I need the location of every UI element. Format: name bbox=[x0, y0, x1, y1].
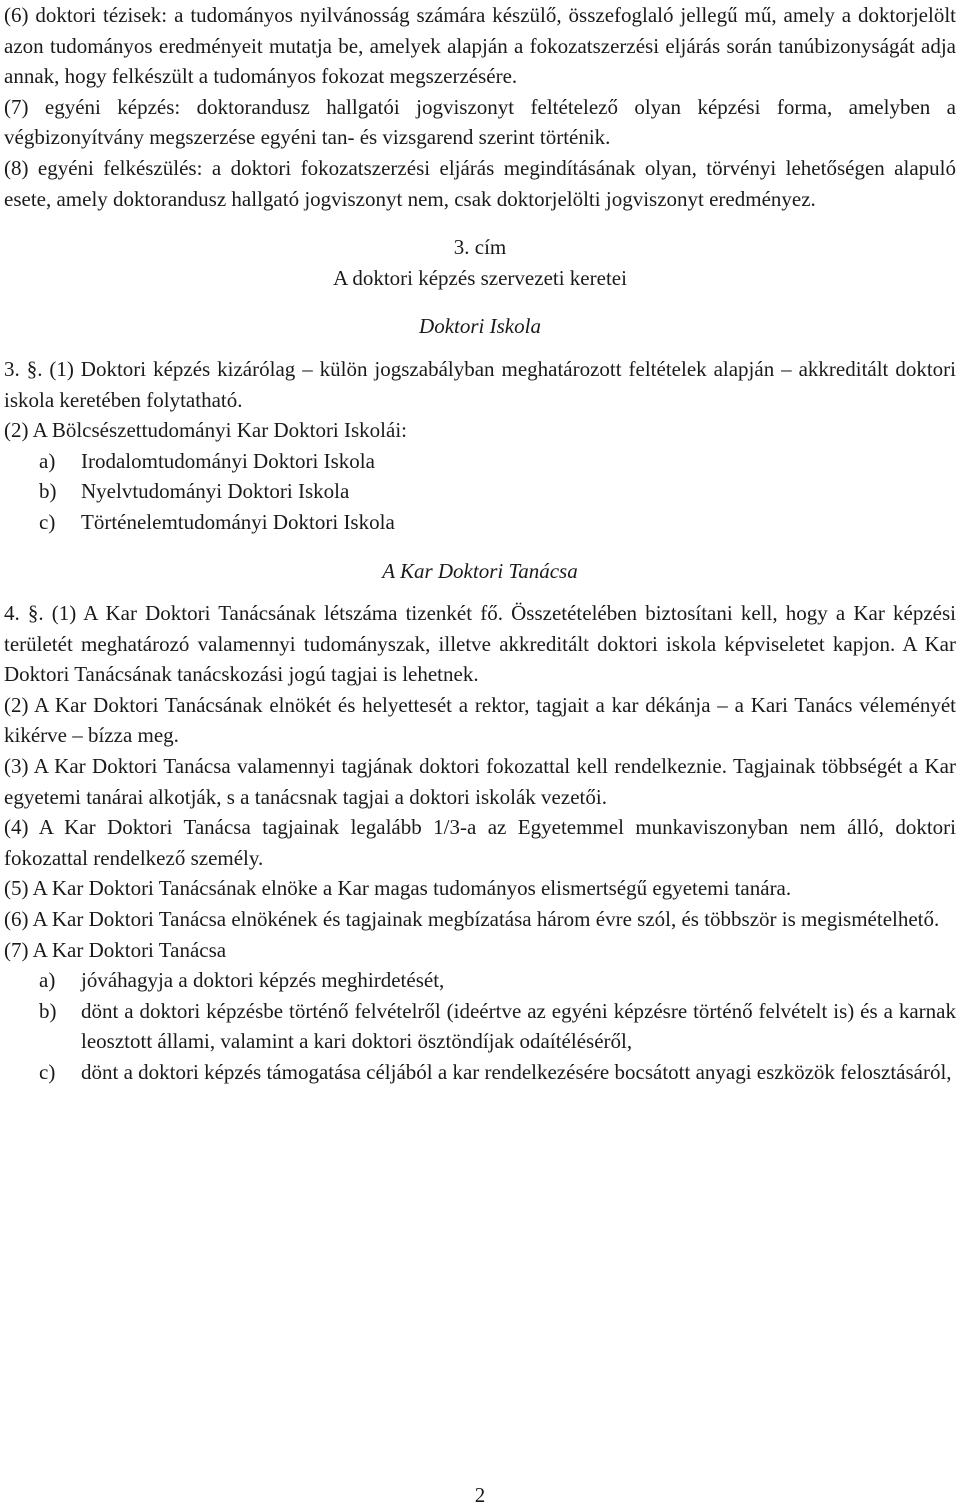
paragraph-definition-6: (6) doktori tézisek: a tudományos nyilvánosság számára készülő, összefoglaló jellegű mű, amely a doktorjelölt azon tudományos eredményeit mutatja be, amelyek alapján a fokozatszerzési eljárás során tanúbizonyságát adja annak, hogy felkészült a tudományos fokozat megszerzésére. bbox=[4, 3, 956, 89]
list-item-school-c bbox=[4, 507, 956, 538]
list-text: Irodalomtudományi Doktori Iskola bbox=[81, 448, 375, 473]
paragraph-4-3: (3) A Kar Doktori Tanácsa valamennyi tagjának doktori fokozattal kell rendelkeznie. Tagjainak többségét a Kar egyetemi tanárai alkotják, s a tanácsnak tagjai a doktori iskolák vezetői. bbox=[4, 754, 956, 809]
list-text: Nyelvtudományi Doktori Iskola bbox=[81, 479, 350, 504]
page-number: 2 bbox=[474, 1483, 486, 1507]
subsection-title-doktori-iskola: Doktori Iskola bbox=[419, 314, 541, 339]
document-page bbox=[4, 0, 956, 1088]
list-text: jóváhagyja a doktori képzés meghirdetését, bbox=[81, 968, 445, 993]
paragraph-4-7: (7) A Kar Doktori Tanácsa bbox=[4, 937, 227, 962]
list-letter: b) bbox=[39, 998, 57, 1023]
list-item-school-a bbox=[4, 446, 956, 477]
list-text: Történelemtudományi Doktori Iskola bbox=[81, 509, 395, 534]
paragraph-definition-7: (7) egyéni képzés: doktorandusz hallgatói jogviszonyt feltételező olyan képzési forma, amelyben a végbizonyítvány megszerzése egyéni tan- és vizsgarend szerint történik. bbox=[4, 94, 956, 150]
section-number: 3. cím bbox=[453, 235, 507, 260]
list-letter: c) bbox=[39, 509, 56, 534]
list-text: dönt a doktori képzés támogatása céljából a kar rendelkezésére bocsátott anyagi eszközök felosztásáról, bbox=[81, 1060, 952, 1084]
list-letter: a) bbox=[39, 448, 56, 473]
paragraph-definition-8: (8) egyéni felkészülés: a doktori fokozatszerzési eljárás megindításának olyan, törvényi lehetőségen alapuló esete, amely doktorandusz hallgató jogviszonyt nem, csak doktorjelölti jogviszonyt eredményez. bbox=[4, 155, 956, 211]
paragraph-4-5: (5) A Kar Doktori Tanácsának elnöke a Kar magas tudományos elismertségű egyetemi tanára. bbox=[4, 876, 792, 901]
list-letter: b) bbox=[39, 479, 57, 504]
list-letter: c) bbox=[39, 1060, 56, 1084]
paragraph-4-2: (2) A Kar Doktori Tanácsának elnökét és helyettesét a rektor, tagjait a kar dékánja – a Kari Tanács véleményét kikérve – bízza meg. bbox=[4, 692, 956, 748]
paragraph-4-6: (6) A Kar Doktori Tanácsa elnökének és tagjainak megbízatása három évre szól, és többször is megismételhető. bbox=[4, 907, 940, 932]
paragraph-3-2: (2) A Bölcsészettudományi Kar Doktori Iskolái: bbox=[4, 418, 408, 443]
paragraph-3-1: 3. §. (1) Doktori képzés kizárólag – külön jogszabályban meghatározott feltételek alapján – akkreditált doktori iskola keretében folytatható. bbox=[4, 356, 956, 412]
list-letter: a) bbox=[39, 968, 56, 993]
list-item-duty-a bbox=[4, 965, 956, 996]
list-item-school-b bbox=[4, 476, 956, 507]
section-title: A doktori képzés szervezeti keretei bbox=[333, 265, 627, 290]
paragraph-4-1: 4. §. (1) A Kar Doktori Tanácsának létszáma tizenkét fő. Összetételében biztosítani kell, hogy a Kar képzési területét meghatározó valamennyi tudományszak, illetve akkreditált doktori iskola képviseletet kapjon. A Kar Doktori Tanácsának tanácskozási jogú tagjai is lehetnek. bbox=[4, 601, 956, 687]
list-text: dönt a doktori képzésbe történő felvételről (ideértve az egyéni képzésre történő felvételt is) és a karnak leosztott állami, valamint a kari doktori ösztöndíjak odaítéléséről, bbox=[81, 998, 956, 1054]
paragraph-4-4: (4) A Kar Doktori Tanácsa tagjainak legalább 1/3-a az Egyetemmel munkaviszonyban nem álló, doktori fokozattal rendelkező személy. bbox=[4, 815, 956, 870]
list-item-duty-b bbox=[4, 996, 956, 1057]
subsection-title-council: A Kar Doktori Tanácsa bbox=[382, 558, 578, 583]
list-item-duty-c bbox=[4, 1057, 956, 1088]
